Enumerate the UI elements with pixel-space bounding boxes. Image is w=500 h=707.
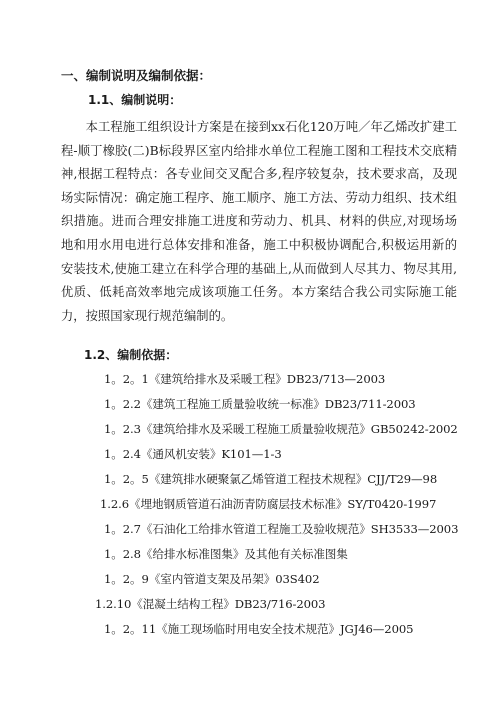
reference-item: 1。2.7《石油化工给排水管道工程施工及验收规范》SH3533—2003 <box>104 522 459 536</box>
reference-item: 1。2。5《建筑排水硬聚氯乙烯管道工程技术规程》CJJ/T29—98 <box>104 472 438 486</box>
section-heading: 一、编制说明及编制依据： <box>61 68 212 83</box>
reference-item: 1.2.10《混凝土结构工程》DB23/716-2003 <box>95 597 326 611</box>
reference-item: 1。2。11《施工现场临时用电安全技术规范》JGJ46—2005 <box>104 622 414 636</box>
reference-item: 1。2.2《建筑工程施工质量验收统一标准》DB23/711-2003 <box>104 397 416 411</box>
reference-item: 1。2.4《通风机安装》K101—1-3 <box>104 447 282 461</box>
description-paragraph: 本工程施工组织设计方案是在接到xx石化120万吨／年乙烯改扩建工程-顺丁橡胶(二)B标段界区室内给排水单位工程施工图和工程技术交底精神,根据工程特点：各专业间交叉配合多,程序较复杂，技术要求高，及现场实际情况：确定施工程序、施工顺序、施工方法、劳动力组织、技术组织措施。进而合理安排施工进度和劳动力、机具、材料的供应,对现场场地和用水用电进行总体安排和准备，施工中积极协调配合,积极运用新的安装技术,使施工建立在科学合理的基础上,从而做到人尽其力、物尽其用,优质、低耗高效率地完成该项施工任务。本方案结合我公司实际施工能力，按照国家现行规范编制的。 <box>61 120 457 323</box>
reference-item: 1。2.3《建筑给排水及采暖工程施工质量验收规范》GB50242-2002 <box>104 422 458 436</box>
reference-item: 1。2。9《室内管道支架及吊架》03S402 <box>104 572 320 586</box>
reference-item: 1。2.8《给排水标准图集》及其他有关标准图集 <box>104 547 348 561</box>
subsection-heading-1-1: 1.1、编制说明： <box>88 93 182 107</box>
reference-item: 1。2。1《建筑给排水及采暖工程》DB23/713—2003 <box>104 372 386 386</box>
subsection-heading-1-2: 1.2、编制依据： <box>84 348 178 362</box>
reference-item: 1.2.6《埋地钢质管道石油沥青防腐层技术标准》SY/T0420-1997 <box>100 497 437 511</box>
